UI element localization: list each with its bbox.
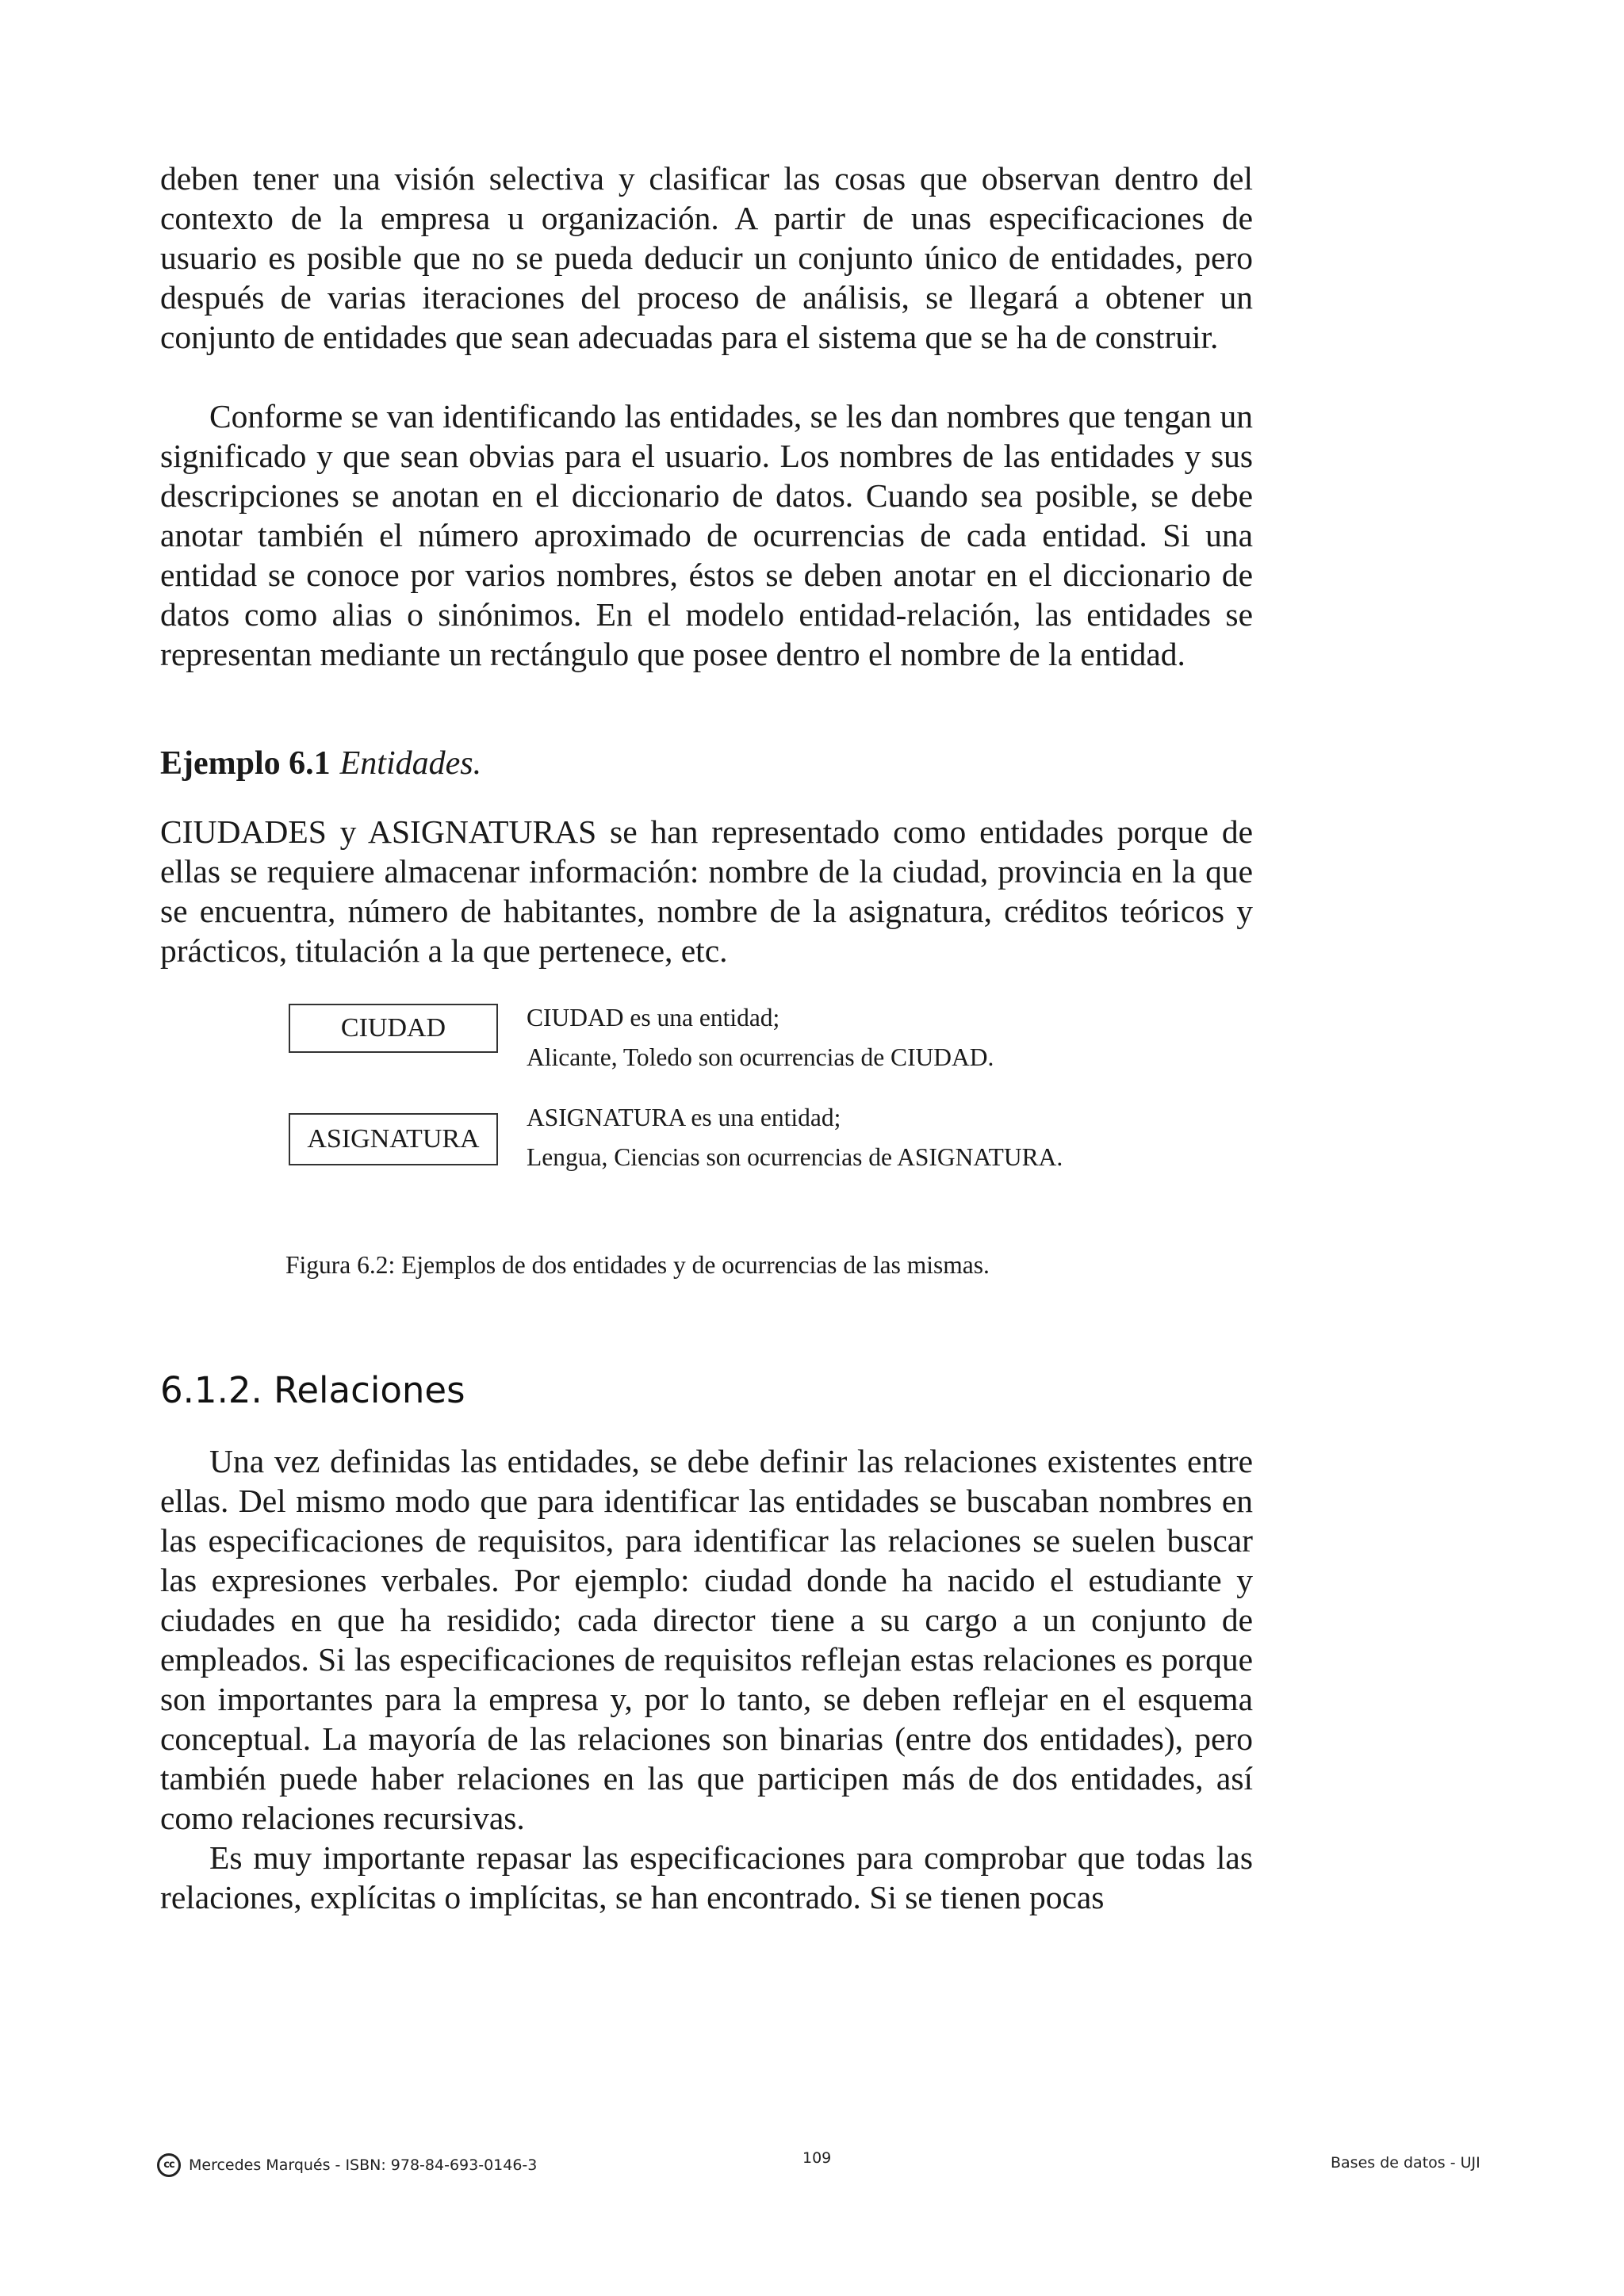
- paragraph-text: CIUDADES y ASIGNATURAS se han representado como entidades porque de ellas se requiere almacenar información: nombre de la ciudad, provincia en la que se encuentra, número de habitantes, nombre de la asignatura, créditos teóricos y prácticos, titulación a la que pertenece, etc.: [160, 813, 1253, 969]
- example-number: Ejemplo 6.1: [160, 745, 331, 782]
- figure-caption: Figura 6.2: Ejemplos de dos entidades y de ocurrencias de las mismas.: [285, 1251, 990, 1279]
- footer-author-isbn: Mercedes Marqués - ISBN: 978-84-693-0146-3: [189, 2156, 538, 2174]
- paragraph-text: Una vez definidas las entidades, se debe definir las relaciones existentes entre ellas. Del mismo modo que para identificar las entidades se buscaban nombres en las especificaciones de requisitos, para identificar las relaciones se suelen buscar las expresiones verbales. Por ejemplo: ciudad donde ha nacido el estudiante y ciudades en que ha residido; cada director tiene a su cargo a un conjunto de empleados. Si las especificaciones de requisitos reflejan estas relaciones es porque son importantes para la empresa y, por lo tanto, se deben reflejar en el esquema conceptual. La mayoría de las relaciones son binarias (entre dos entidades), pero también puede haber relaciones en las que participen más de dos entidades, así como relaciones recursivas.: [160, 1443, 1253, 1836]
- entity-box-ciudad: [289, 1004, 498, 1053]
- entity-description: ASIGNATURA es una entidad;: [527, 1104, 841, 1131]
- example-heading: [160, 744, 481, 783]
- footer-left: [157, 2153, 537, 2177]
- entity-label: ASIGNATURA: [307, 1124, 480, 1154]
- entity-description: CIUDAD es una entidad;: [527, 1004, 780, 1031]
- footer-book-title: Bases de datos - UJI: [1331, 2154, 1480, 2172]
- entity-occurrences: Lengua, Ciencias son ocurrencias de ASIGNATURA.: [527, 1143, 1063, 1171]
- entity-label: CIUDAD: [340, 1013, 446, 1043]
- body-paragraph-2: [160, 396, 1253, 674]
- section-heading: 6.1.2. Relaciones: [160, 1369, 465, 1411]
- body-paragraph-1: [160, 159, 1253, 357]
- example-paragraph: [160, 812, 1253, 970]
- paragraph-text: deben tener una visión selectiva y clasificar las cosas que observan dentro del contexto de la empresa u organización. A partir de unas especificaciones de usuario es posible que no se pueda deducir un conjunto único de entidades, pero después de varias iteraciones del proceso de análisis, se llegará a obtener un conjunto de entidades que sean adecuadas para el sistema que se ha de construir.: [160, 160, 1253, 355]
- page-number: 109: [802, 2149, 832, 2167]
- creative-commons-icon: cc: [157, 2153, 181, 2177]
- paragraph-text: Es muy importante repasar las especificaciones para comprobar que todas las relaciones, explícitas o implícitas, se han encontrado. Si se tienen pocas: [160, 1839, 1253, 1915]
- example-title: Entidades.: [339, 745, 482, 782]
- paragraph-text: Conforme se van identificando las entidades, se les dan nombres que tengan un significado y que sean obvias para el usuario. Los nombres de las entidades y sus descripciones se anotan en el diccionario de datos. Cuando sea posible, se debe anotar también el número aproximado de ocurrencias de cada entidad. Si una entidad se conoce por varios nombres, éstos se deben anotar en el diccionario de datos como alias o sinónimos. En el modelo entidad-relación, las entidades se representan mediante un rectángulo que posee dentro el nombre de la entidad.: [160, 398, 1253, 672]
- entity-occurrences: Alicante, Toledo son ocurrencias de CIUDAD.: [527, 1043, 994, 1071]
- body-paragraph-4: [160, 1441, 1253, 1917]
- entity-box-asignatura: [289, 1113, 498, 1165]
